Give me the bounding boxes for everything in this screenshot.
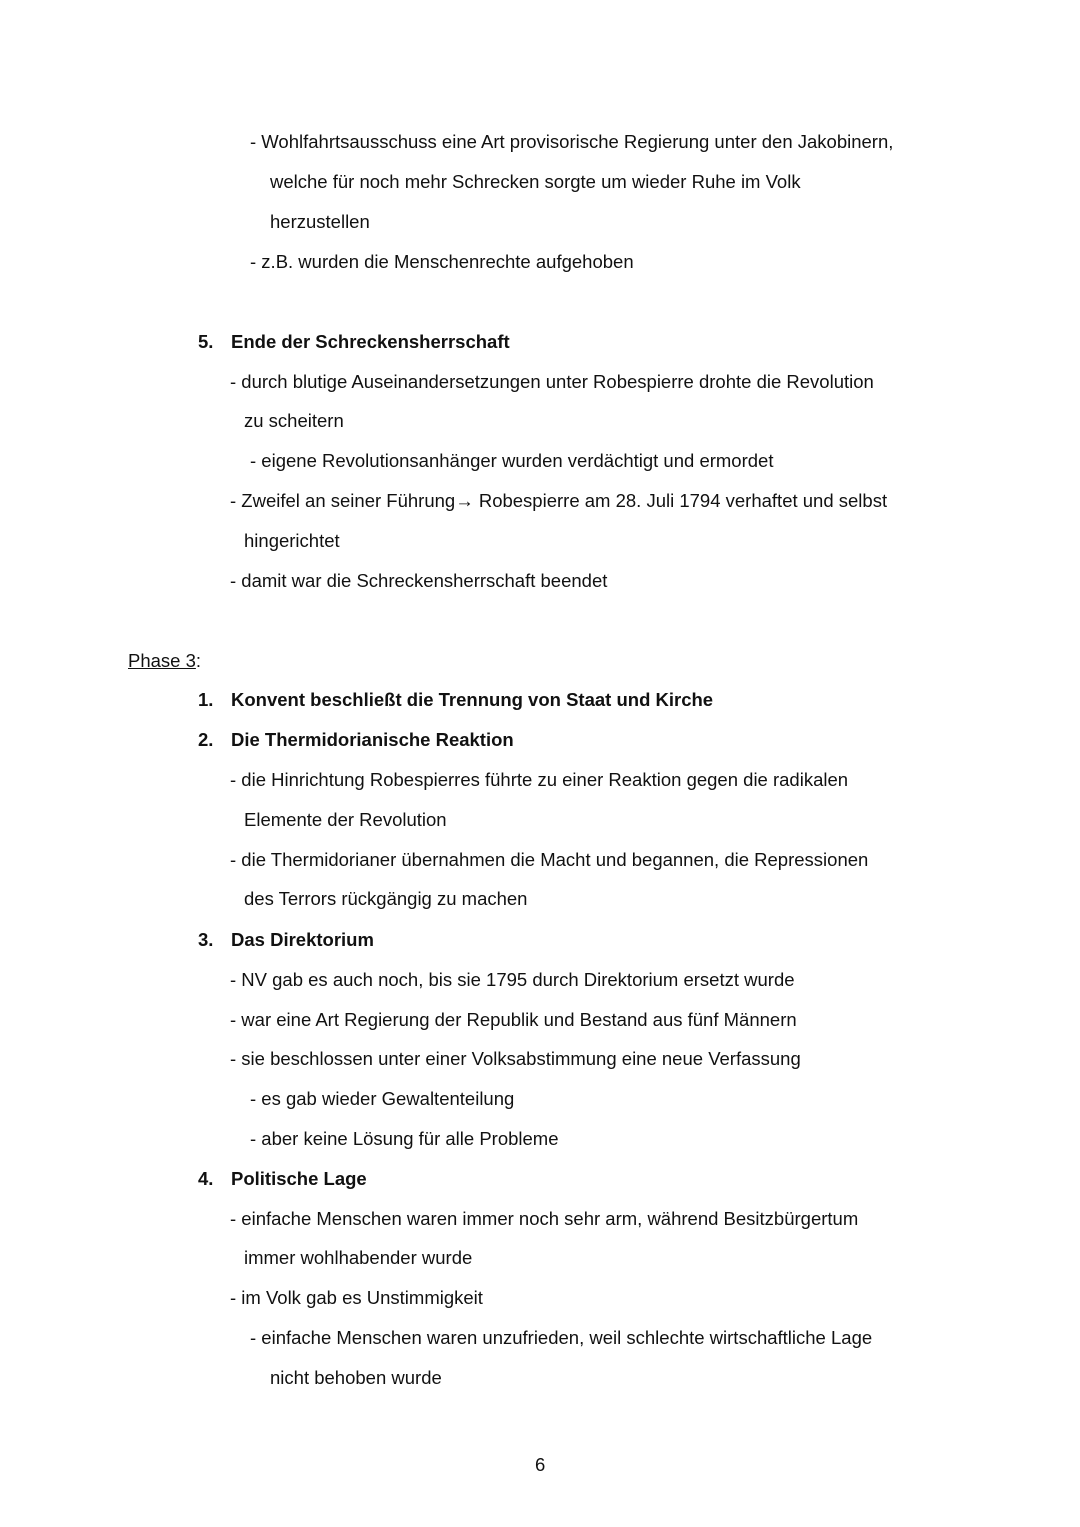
bullet-line: - Zweifel an seiner Führung→ Robespierre am 28. Juli 1794 verhaftet und selbst — [230, 490, 888, 511]
sub-bullet-line: - es gab wieder Gewaltenteilung — [250, 1088, 515, 1109]
item-heading: Die Thermidorianische Reaktion — [231, 729, 514, 750]
continuation-line: hingerichtet — [244, 530, 340, 551]
bullet-line: - NV gab es auch noch, bis sie 1795 durch Direktorium ersetzt wurde — [230, 969, 795, 990]
continuation-line: nicht behoben wurde — [270, 1367, 442, 1388]
continuation-line: immer wohlhabender wurde — [244, 1247, 473, 1268]
bullet-line: - die Thermidorianer übernahmen die Macht und begannen, die Repressionen — [230, 849, 869, 870]
continuation-line: herzustellen — [270, 211, 370, 232]
continuation-line: Elemente der Revolution — [244, 809, 447, 830]
bullet-line: - die Hinrichtung Robespierres führte zu einer Reaktion gegen die radikalen — [230, 769, 849, 790]
continuation-line: des Terrors rückgängig zu machen — [244, 888, 528, 909]
item-heading: Konvent beschließt die Trennung von Staat und Kirche — [231, 689, 714, 710]
item-number: 5. — [198, 331, 214, 352]
phase-heading-text: Phase 3 — [128, 650, 196, 671]
bullet-line: - damit war die Schreckensherrschaft beendet — [230, 570, 608, 591]
phase-heading — [128, 649, 201, 673]
phase-heading-colon: : — [195, 650, 202, 671]
bullet-line: - im Volk gab es Unstimmigkeit — [230, 1287, 483, 1308]
bullet-line: - z.B. wurden die Menschenrechte aufgehoben — [250, 251, 634, 272]
bullet-line: - sie beschlossen unter einer Volksabstimmung eine neue Verfassung — [230, 1048, 801, 1069]
item-number: 1. — [198, 689, 214, 710]
sub-bullet-line: - aber keine Lösung für alle Probleme — [250, 1128, 559, 1149]
item-heading: Das Direktorium — [231, 929, 374, 950]
item-number: 3. — [198, 929, 214, 950]
continuation-line: welche für noch mehr Schrecken sorgte um wieder Ruhe im Volk — [270, 171, 801, 192]
sub-bullet-line: - eigene Revolutionsanhänger wurden verdächtigt und ermordet — [250, 450, 774, 471]
item-number: 4. — [198, 1168, 214, 1189]
sub-bullet-line: - einfache Menschen waren unzufrieden, weil schlechte wirtschaftliche Lage — [250, 1327, 873, 1348]
bullet-line: - Wohlfahrtsausschuss eine Art provisorische Regierung unter den Jakobinern, — [250, 131, 894, 152]
continuation-line: zu scheitern — [244, 410, 344, 431]
bullet-line: - einfache Menschen waren immer noch sehr arm, während Besitzbürgertum — [230, 1208, 859, 1229]
bullet-line: - war eine Art Regierung der Republik und Bestand aus fünf Männern — [230, 1009, 797, 1030]
item-heading: Politische Lage — [231, 1168, 367, 1189]
bullet-line: - durch blutige Auseinandersetzungen unter Robespierre drohte die Revolution — [230, 371, 874, 392]
item-number: 2. — [198, 729, 214, 750]
page-number: 6 — [535, 1454, 546, 1475]
item-heading: Ende der Schreckensherrschaft — [231, 331, 510, 352]
